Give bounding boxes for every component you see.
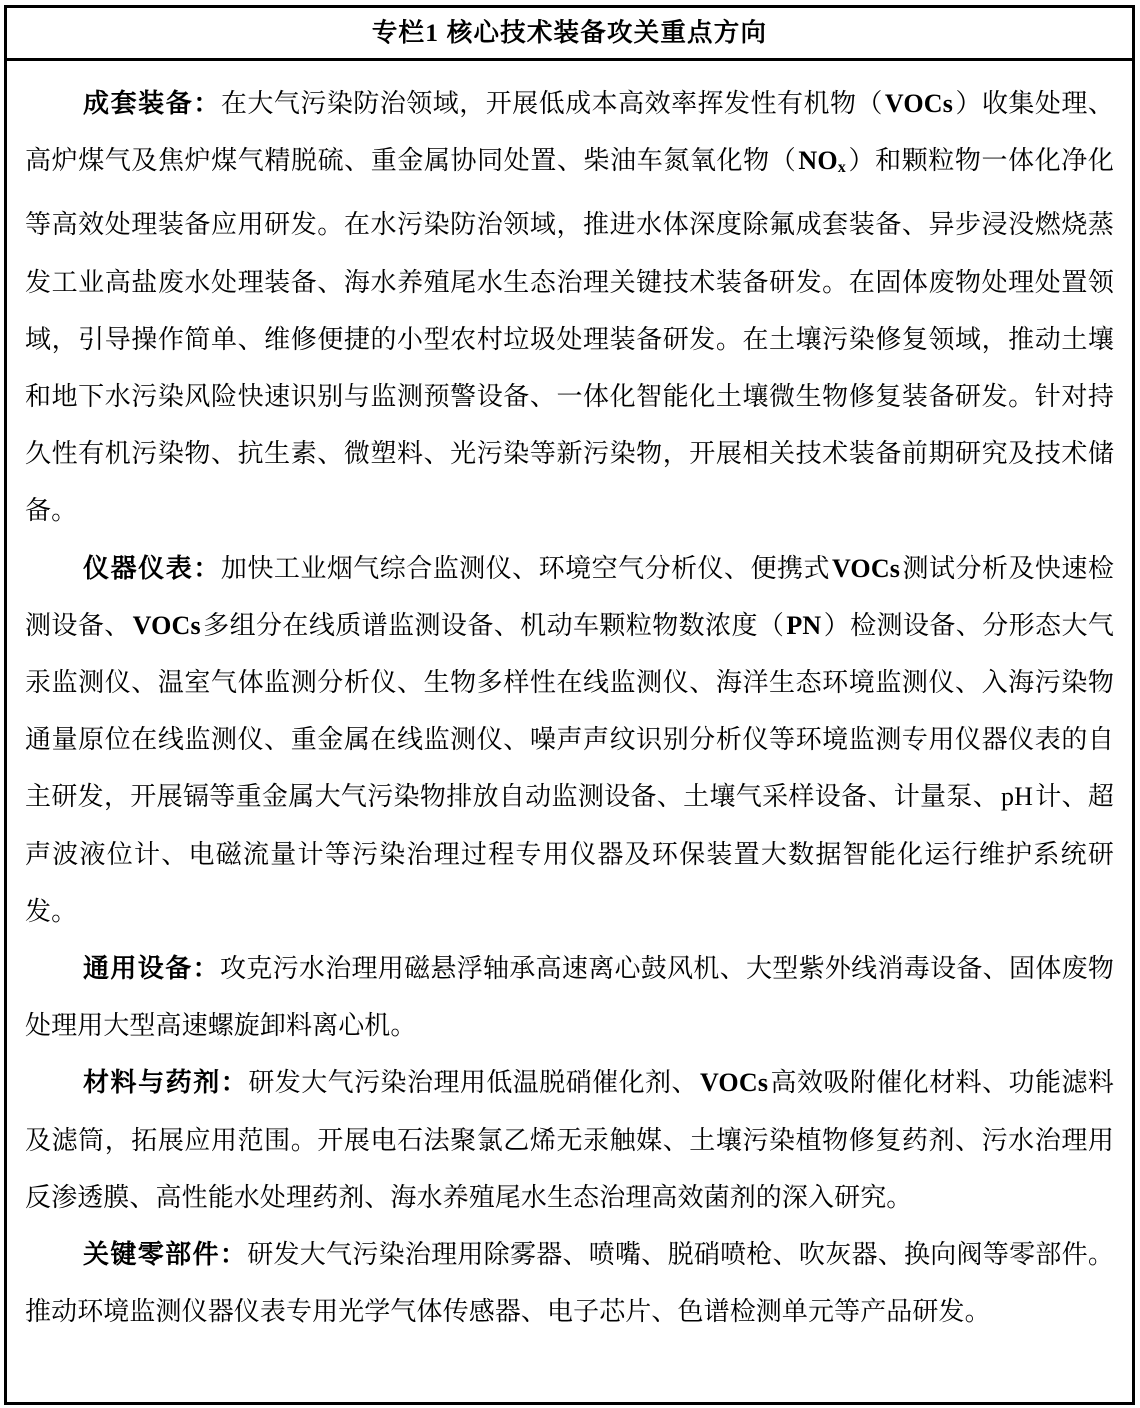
callout-body [7, 61, 1132, 1340]
section-paragraph-instruments [25, 540, 1114, 940]
section-text: 高效吸附催化材料、功能滤料及滤筒，拓展应用范围。开展电石法聚氯乙烯无汞触媒、土壤污染植物修复药剂、污水治理用反渗透膜、高性能水处理药剂、海水养殖尾水生态治理高效菌剂的深入研究。 [25, 1068, 1115, 1212]
section-text: ）检测设备、分形态大气汞监测仪、温室气体监测分析仪、生物多样性在线监测仪、海洋生态环境监测仪、入海污染物通量原位在线监测仪、重金属在线监测仪、噪声声纹识别分析仪等环境监测专用仪器仪表的自主研发，开展镉等重金属大气污染物排放自动监测设备、土壤气采样设备、计量泵、 [25, 610, 1114, 812]
section-lead-equipment-sets: 成套装备： [83, 89, 221, 118]
callout-box [4, 5, 1135, 1405]
section-lead-materials-agents: 材料与药剂： [83, 1068, 249, 1098]
section-paragraph-general-equipment [25, 940, 1114, 1054]
callout-title-bar [7, 8, 1132, 61]
section-text: 测试分析及快速检测设备、 [25, 553, 1114, 640]
section-lead-key-components: 关键零部件： [83, 1239, 248, 1269]
page-title: 专栏1 核心技术装备攻关重点方向 [371, 18, 768, 48]
section-paragraph-materials-agents [25, 1054, 1114, 1226]
section-text: 在大气污染防治领域，开展低成本高效率挥发性有机物（ [220, 89, 883, 118]
measure-term-ph: pH [1001, 782, 1034, 812]
chemical-term-vocs: VOCs [132, 610, 201, 640]
section-paragraph-equipment-sets [25, 75, 1114, 540]
chemical-term-vocs: VOCs [699, 1068, 769, 1098]
chemical-term-nox [796, 146, 848, 175]
section-text: 研发大气污染治理用低温脱硝催化剂、 [248, 1068, 698, 1098]
chemical-term-nox-base: NO [798, 146, 838, 176]
section-lead-general-equipment: 通用设备： [83, 953, 220, 983]
chemical-term-vocs: VOCs [884, 89, 954, 118]
section-text: ）和颗粒物一体化净化等高效处理装备应用研发。在水污染防治领域，推进水体深度除氟成套装备、异步浸没燃烧蒸发工业高盐废水处理装备、海水养殖尾水生态治理关键技术装备研发。在固体废物处理处置领域，引导操作简单、维修便捷的小型农村垃圾处理装备研发。在土壤污染修复领域，推动土壤和地下水污染风险快速识别与监测预警设备、一体化智能化土壤微生物修复装备研发。针对持久性有机污染物、抗生素、微塑料、光污染等新污染物，开展相关技术装备前期研究及技术储备。 [25, 146, 1114, 526]
chemical-term-nox-subscript: x [837, 159, 847, 177]
section-text: 攻克污水治理用磁悬浮轴承高速离心鼓风机、大型紫外线消毒设备、固体废物处理用大型高速螺旋卸料离心机。 [25, 953, 1114, 1041]
chemical-term-vocs: VOCs [831, 553, 901, 583]
section-text: 研发大气污染治理用除雾器、喷嘴、脱硝喷枪、吹灰器、换向阀等零部件。推动环境监测仪器仪表专用光学气体传感器、电子芯片、色谱检测单元等产品研发。 [25, 1239, 1114, 1327]
section-lead-instruments: 仪器仪表： [83, 553, 221, 583]
measure-term-pn: PN [786, 610, 822, 640]
section-text: ）收集处理、高炉煤气及焦炉煤气精脱硫、重金属协同处置、柴油车氮氧化物（ [25, 89, 1114, 176]
section-text: 加快工业烟气综合监测仪、环境空气分析仪、便携式 [220, 553, 830, 583]
section-text: 计、超声波液位计、电磁流量计等污染治理过程专用仪器及环保装置大数据智能化运行维护系统研发。 [25, 782, 1114, 926]
section-text: 多组分在线质谱监测设备、机动车颗粒物数浓度（ [202, 610, 785, 640]
section-paragraph-key-components [25, 1226, 1114, 1340]
